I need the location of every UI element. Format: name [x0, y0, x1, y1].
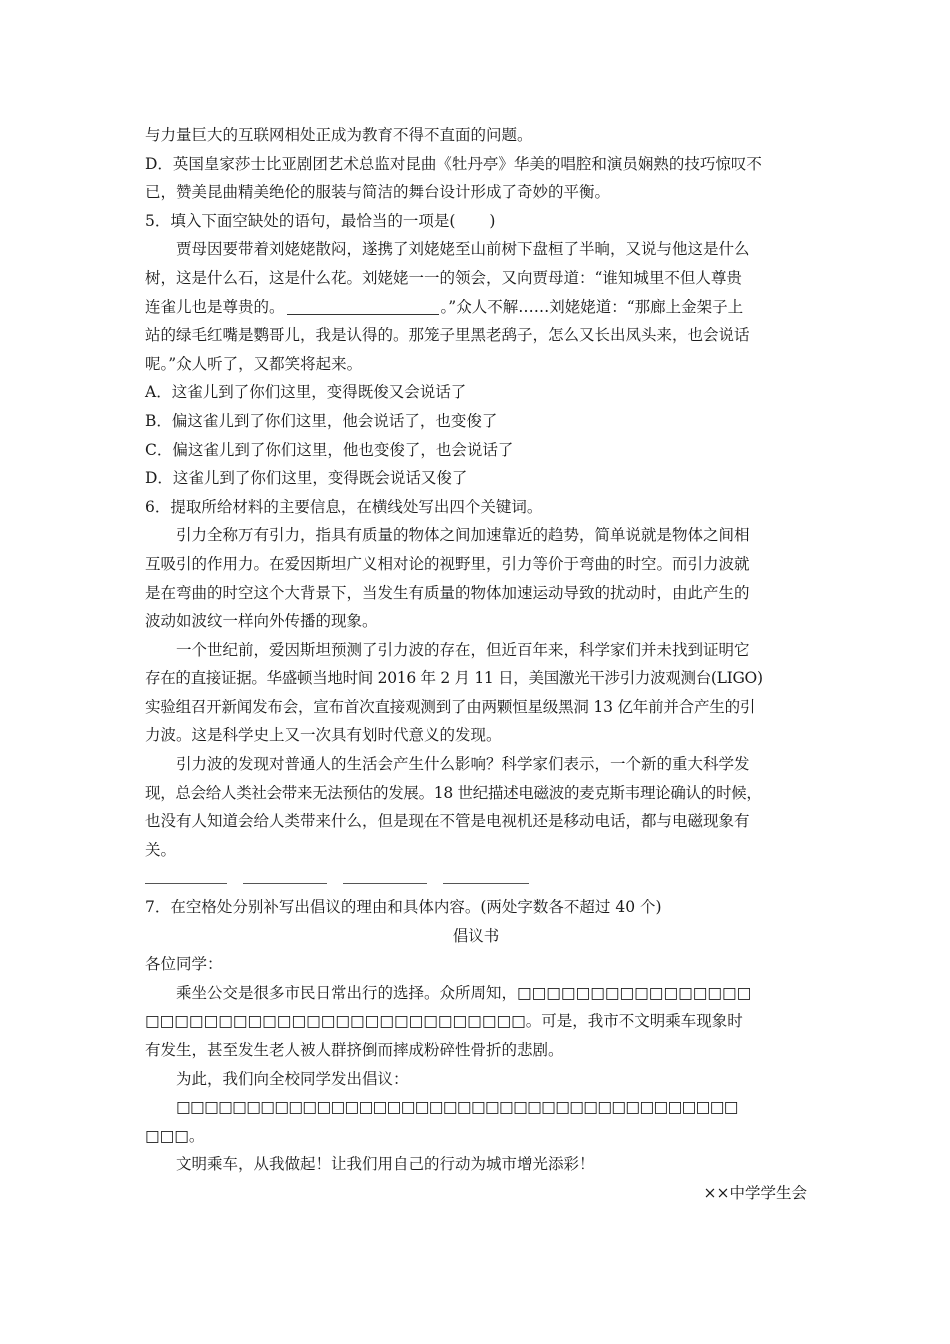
q6-para2-line: 一个世纪前，爱因斯坦预测了引力波的存在，但近百年来，科学家们并未找到证明它 [176, 640, 750, 659]
salutation: 各位同学： [145, 955, 223, 974]
option-d-prev: D．英国皇家莎士比亚剧团艺术总监对昆曲《牡丹亭》华美的唱腔和演员娴熟的技巧惊叹不 [145, 154, 762, 173]
proposal-line: 文明乘车，从我做起！让我们用自己的行动为城市增光添彩！ [176, 1155, 595, 1174]
text-line: 与力量巨大的互联网相处正成为教育不得不直面的问题。 [145, 126, 533, 144]
q6-para1-line: 引力全称万有引力，指具有质量的物体之间加速靠近的趋势，简单说就是物体之间相 [176, 526, 750, 545]
q6-para1-line: 是在弯曲的时空这个大背景下，当发生有质量的物体加速运动导致的扰动时，由此产生的 [145, 583, 750, 602]
q6-para1-line: 波动如波纹一样向外传播的现象。 [145, 612, 378, 631]
question-7-stem: 7．在空格处分别补写出倡议的理由和具体内容。(两处字数各不超过 40 个) [145, 898, 662, 917]
q6-para2-line: 力波。这是科学史上又一次具有划时代意义的发现。 [145, 726, 502, 745]
option-a[interactable]: A．这雀儿到了你们这里，变得既俊又会说话了 [145, 383, 467, 402]
question-5-stem: 5．填入下面空缺处的语句，最恰当的一项是( ) [145, 211, 496, 230]
q5-passage-line: 贾母因要带着刘姥姥散闷，遂携了刘姥姥至山前树下盘桓了半晌，又说与他这是什么 [176, 240, 750, 259]
q6-para3-line: 现，总会给人类社会带来无法预估的发展。18 世纪描述电磁波的麦克斯韦理论确认的时候， [145, 783, 762, 802]
keyword-blank-2[interactable] [243, 883, 327, 884]
fill-in-blank[interactable] [287, 298, 439, 315]
q6-para2-line: 实验组召开新闻发布会，宣布首次直接观测到了由两颗恒星级黑洞 13 亿年前并合产生的引 [145, 697, 756, 716]
q5-passage-line-with-blank: 连雀儿也是尊贵的。 。”众人不解……刘姥姥道：“那廊上金架子上 [145, 297, 744, 316]
option-d[interactable]: D．这雀儿到了你们这里，变得既会说话又俊了 [145, 469, 468, 488]
keyword-blanks-row [145, 864, 807, 893]
keyword-blank-4[interactable] [443, 883, 529, 884]
proposal-line: 乘坐公交是很多市民日常出行的选择。众所周知，□□□□□□□□□□□□□□□□ [176, 983, 752, 1002]
q6-para1-line: 互吸引的作用力。在爱因斯坦广义相对论的视野里，引力等价于弯曲的时空。而引力波就 [145, 554, 750, 573]
q5-passage-line: 站的绿毛红嘴是鹦哥儿，我是认得的。那笼子里黑老鸹子，怎么又长出凤头来，也会说话 [145, 326, 750, 345]
proposal-line: □□□□□□□□□□□□□□□□□□□□□□□□□□。可是，我市不文明乘车现象时 [145, 1012, 743, 1031]
question-6-stem: 6．提取所给材料的主要信息，在横线处写出四个关键词。 [145, 497, 543, 516]
q6-para3-line: 也没有人知道会给人类带来什么，但是现在不管是电视机还是移动电话，都与电磁现象有 [145, 812, 750, 831]
q6-para3-line: 引力波的发现对普通人的生活会产生什么影响？科学家们表示，一个新的重大科学发 [176, 755, 750, 774]
proposal-line: 为此，我们向全校同学发出倡议： [176, 1069, 409, 1088]
q6-para3-line: 关。 [145, 840, 177, 859]
q6-para2-line: 存在的直接证据。华盛顿当地时间 2016 年 2 月 11 日，美国激光干涉引力波观测台(LIGO) [145, 669, 763, 688]
q5-passage-line: 树，这是什么石，这是什么花。刘姥姥一一的领会，又向贾母道：“谁知城里不但人尊贵 [145, 268, 742, 287]
q5-passage-line: 呢。”众人听了，又都笑将起来。 [145, 354, 363, 373]
proposal-blank-boxes[interactable]: □□□□□□□□□□□□□□□□□□□□□□□□□□□□□□□□□□□□□□□□ [176, 1098, 738, 1117]
keyword-blank-3[interactable] [343, 883, 427, 884]
proposal-title: 倡议书 [452, 926, 500, 945]
keyword-blank-1[interactable] [145, 883, 227, 884]
document-page [145, 121, 807, 1208]
proposal-line: 有发生，甚至发生老人被人群挤倒而摔成粉碎性骨折的悲剧。 [145, 1041, 564, 1059]
option-b[interactable]: B．偏这雀儿到了你们这里，他会说话了，也变俊了 [145, 411, 498, 430]
signature: ××中学学生会 [703, 1183, 807, 1202]
option-c[interactable]: C．偏这雀儿到了你们这里，他也变俊了，也会说话了 [145, 440, 514, 459]
text-line: 已，赞美昆曲精美绝伦的服装与简洁的舞台设计形成了奇妙的平衡。 [145, 183, 611, 202]
proposal-blank-boxes[interactable]: □□□。 [145, 1126, 205, 1145]
